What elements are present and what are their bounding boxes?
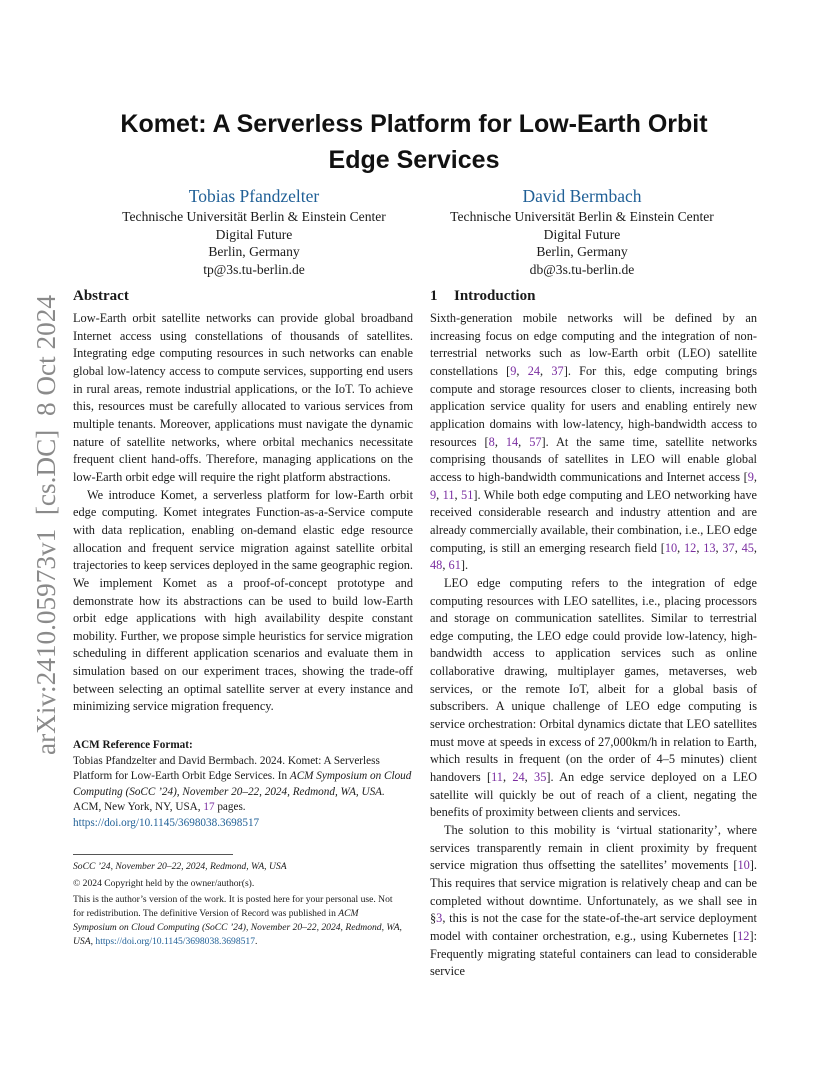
paragraph-text: ,	[494, 434, 506, 449]
acm-reference-authors: Tobias Pfandzelter and David Bermbach. 2024. Komet: A Serverless Platform for Low-Earth Orbit Edge Services. In	[73, 754, 380, 783]
author-block-2	[411, 184, 753, 279]
paragraph-text: ,	[753, 540, 757, 555]
citation-link[interactable]: 8	[488, 434, 495, 449]
citation-link[interactable]: 9	[430, 487, 437, 502]
paragraph-text: The solution to this mobility is ‘virtual stationarity’, where services transparently remain in client proximity by frequent service migration thus offsetting the satellites’ movements [	[430, 823, 757, 873]
acm-reference-venue: ACM Symposium on Cloud Computing (SoCC ’24), November 20–22, 2024, Redmond, WA, USA.	[73, 770, 412, 798]
paragraph-text: ,	[436, 487, 443, 502]
citation-link[interactable]: 45	[741, 540, 754, 555]
paragraph-text: ]. An edge service deployed on a LEO satellite will quickly be out of reach of a client, negating the benefits of proximity between clients and services.	[430, 770, 758, 820]
right-column	[430, 286, 757, 981]
citation-link[interactable]: 14	[505, 434, 519, 449]
acm-reference-page-count-link[interactable]: 17	[203, 801, 215, 814]
citation-link[interactable]: 9	[510, 363, 517, 378]
intro-paragraph-3	[430, 822, 757, 981]
author-location: Berlin, Germany	[536, 244, 628, 260]
footnote-version-sep: ,	[90, 935, 96, 947]
paragraph-text: Sixth-generation mobile networks will be defined by an increasing focus on edge computing and the integration of non-terrestrial networks such as low-Earth orbit (LEO) satellite constellations [	[430, 311, 757, 378]
title-line-2: Edge Services	[328, 146, 500, 174]
citation-link[interactable]: 57	[529, 434, 542, 449]
paragraph-text: ]. For this, edge computing brings compute and storage resources closer to clients, increasing both application service quality for users and enabling entirely new application domains with low-latency, high-bandwidth access to resources [	[430, 363, 758, 449]
footnote-version-text: This is the author’s version of the work. It is posted here for your personal use. Not for redistribution. The definitive Version of Record was published in	[73, 894, 393, 920]
citation-link[interactable]: 24	[512, 770, 525, 785]
author-affiliation: Technische Universität Berlin & Einstein Center	[450, 209, 714, 224]
citation-link[interactable]: 10	[664, 540, 678, 555]
footnote-divider	[73, 854, 233, 855]
footnote-version-note	[73, 893, 403, 948]
paper-title	[80, 106, 748, 178]
author-affiliation: Technische Universität Berlin & Einstein Center	[122, 209, 386, 224]
paragraph-text: ]. At the same time, satellite networks comprising thousands of satellites in LEO will enable global access to high-bandwidth communications and Internet access [	[430, 434, 758, 484]
paragraph-text: ,	[454, 487, 462, 502]
citation-link[interactable]: 37	[722, 540, 735, 555]
abstract-heading: Abstract	[73, 288, 129, 304]
abstract-paragraph-1: Low-Earth orbit satellite networks can provide global broadband Internet access using constellations of thousands of satellites. Integrating edge computing resources in such networks can enable global low-latency access to compute services, supporting end users in rural areas, remote industrial applications, or the IoT. To achieve this, resources must be carefully allocated to various services from multiple tenants. Moreover, applications must navigate the dynamic nature of satellite networks, where orbital mechanics necessitate frequent client hand-offs. Therefore, managing applications on the low-Earth orbit edge will require the right platform abstractions.	[73, 311, 413, 484]
footnote-version-end: .	[255, 935, 258, 947]
title-line-1: Komet: A Serverless Platform for Low-Earth Orbit	[120, 110, 708, 138]
paragraph-text: ,	[516, 363, 528, 378]
citation-link[interactable]: 11	[491, 770, 503, 785]
copyright-footnote	[73, 860, 403, 951]
citation-link[interactable]: 35	[534, 770, 547, 785]
citation-link[interactable]: 51	[461, 487, 474, 502]
paragraph-text: ].	[460, 558, 469, 573]
paragraph-text: ]. While both edge computing and LEO networking have received considerable research and industry attention and are already commercially available, their combination, i.e., LEO edge computing, is still an emerging research field [	[430, 487, 758, 555]
citation-link[interactable]: 3	[436, 911, 443, 926]
paragraph-text: ,	[540, 363, 552, 378]
author-name[interactable]: Tobias Pfandzelter	[188, 186, 320, 206]
author-affiliation-cont: Digital Future	[543, 226, 621, 242]
paragraph-text: ,	[753, 469, 757, 484]
citation-link[interactable]: 11	[442, 487, 455, 502]
acm-reference-pages-word: pages.	[214, 801, 246, 814]
paragraph-text: ,	[518, 434, 530, 449]
arxiv-stamp-text: arXiv:2410.05973v1 [cs.DC] 8 Oct 2024	[31, 299, 61, 755]
section-title: Introduction	[454, 288, 536, 304]
paragraph-text: ,	[677, 540, 684, 555]
paragraph-text: ,	[442, 558, 449, 573]
footnote-doi-link[interactable]: https://doi.org/10.1145/3698038.3698517	[95, 935, 256, 947]
acm-reference-text	[73, 754, 413, 832]
citation-link[interactable]: 37	[551, 363, 564, 378]
left-column	[73, 286, 413, 832]
intro-paragraph-2	[430, 575, 757, 822]
footnote-conference: SoCC ’24, November 20–22, 2024, Redmond, WA, USA	[73, 861, 287, 872]
footnote-copyright: © 2024 Copyright held by the owner/author(s).	[73, 877, 255, 889]
footnote-version-venue: ACM Symposium on Cloud Computing (SoCC ’24), November 20–22, 2024, Redmond, WA, USA	[73, 908, 402, 947]
abstract-paragraph-2: We introduce Komet, a serverless platform for low-Earth orbit edge computing. Komet integrates Function-as-a-Service compute with data replication, enabling on-demand elastic edge resource allocation and frequent service migration against satellite orbital trajectories to keep services deployed in the same geographic region. We implement Komet as a proof-of-concept prototype and demonstrate how its abstractions can be used to build low-Earth orbit edge applications with high availability despite constant mobility. Further, we propose simple heuristics for service migration scheduling in different application scenarios and evaluate them in simulation based on our experiment traces, showing the trade-off between selecting an optimal satellite server at every instance and minimizing service migration frequency.	[73, 487, 414, 714]
author-affiliation-cont: Digital Future	[215, 226, 293, 242]
paragraph-text: ,	[715, 540, 723, 555]
paragraph-text: ,	[524, 770, 535, 785]
author-email: tp@3s.tu-berlin.de	[203, 262, 305, 278]
acm-reference-format	[73, 738, 413, 832]
citation-link[interactable]: 10	[737, 858, 750, 873]
paragraph-text: ,	[502, 770, 513, 785]
introduction-heading	[430, 286, 757, 306]
citation-link[interactable]: 12	[684, 540, 697, 555]
acm-reference-doi-link[interactable]: https://doi.org/10.1145/3698038.3698517	[73, 817, 260, 830]
paragraph-text: ,	[696, 540, 704, 555]
paragraph-text: ]. This requires that service migration is relatively cheap and can be completed without downtime. Unfortunately, as we shall see in §	[430, 858, 757, 926]
author-email: db@3s.tu-berlin.de	[529, 262, 635, 278]
paragraph-text: ]: Frequently migrating stateful containers can lead to considerable service	[430, 928, 757, 979]
citation-link[interactable]: 61	[448, 558, 461, 573]
paragraph-text: , this is not the case for the state-of-the-art service deployment model with container orchestration, e.g., using Kubernetes [	[430, 911, 757, 943]
citation-link[interactable]: 9	[747, 469, 754, 484]
intro-paragraph-1	[430, 310, 757, 575]
arxiv-identifier-stamp	[24, 290, 62, 760]
paragraph-text: LEO edge computing refers to the integration of edge computing resources with LEO satellites, i.e., placing processors and storage on communication satellites. Similar to terrestrial edge computing, the LEO edge could provide low-latency, high-bandwidth access to application services such as online collaborative drawing, multiplayer games, metaverses, web services, or the remote IoT, albeit for a global basis of subscribers. A unique challenge of LEO edge computing is service orchestration: Orbital dynamics dictate that LEO satellites must move at speeds in excess of 27,000km/h in relation to Earth, which results in frequent (on the order of 4–5 minutes) client handovers [	[430, 575, 757, 785]
section-number: 1	[430, 288, 438, 304]
author-name[interactable]: David Bermbach	[522, 186, 642, 206]
acm-reference-heading: ACM Reference Format:	[73, 739, 193, 752]
author-location: Berlin, Germany	[208, 244, 300, 260]
author-block-1	[83, 184, 425, 279]
citation-link[interactable]: 48	[430, 558, 443, 573]
paragraph-text: ,	[734, 540, 742, 555]
citation-link[interactable]: 12	[737, 928, 750, 943]
citation-link[interactable]: 24	[527, 363, 541, 378]
acm-reference-publisher: ACM, New York, NY, USA,	[73, 801, 204, 814]
citation-link[interactable]: 13	[703, 540, 716, 555]
